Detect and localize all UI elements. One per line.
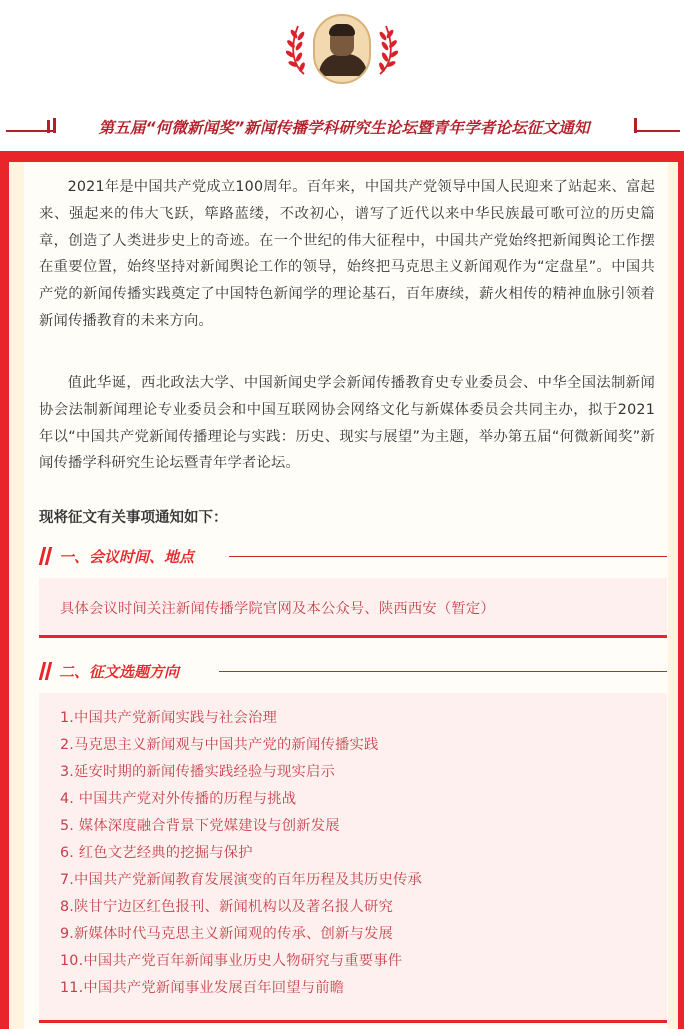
logo-text: HWJA xyxy=(327,67,357,76)
laurel-right-icon xyxy=(374,22,398,76)
title-rule-right xyxy=(636,130,680,132)
intro-paragraph: 2021年是中国共产党成立100周年。百年来，中国共产党领导中国人民迎来了站起来、富起来、强起来的伟大飞跃，筚路蓝缕，不改初心，谱写了近代以来中华民族最可歌可泣的历史篇章，创造了人类进步史上的奇迹。在一个世纪的伟大征程中，中国共产党始终把新闻舆论工作摆在重要位置，始终坚持对新闻舆论工作的领导，始终把马克思主义新闻观作为“定盘星”。中国共产党的新闻传播实践奠定了中国特色新闻学的理论基石，百年赓续，薪火相传的精神血脉引领着新闻传播教育的未来方向。 xyxy=(39,179,655,329)
topic-item: 8.陕甘宁边区红色报刊、新闻机构以及著名报人研究 xyxy=(60,899,393,915)
hwja-logo xyxy=(313,14,371,84)
section-title: 一、会议时间、地点 xyxy=(59,548,195,566)
heading-marker-icon xyxy=(39,547,53,565)
section-title: 二、征文选题方向 xyxy=(59,663,180,681)
page-title: 第五届“何微新闻奖”新闻传播学科研究生论坛暨青年学者论坛征文通知 xyxy=(98,119,590,137)
section-heading-time-place xyxy=(39,543,667,569)
header-area xyxy=(0,0,684,103)
heading-marker-icon xyxy=(39,662,53,680)
topic-item: 3.延安时期的新闻传播实践经验与现实启示 xyxy=(60,764,335,780)
topic-item: 4. 中国共产党对外传播的历程与挑战 xyxy=(60,791,297,807)
topic-item: 5. 媒体深度融合背景下党媒建设与创新发展 xyxy=(60,818,340,834)
topic-item: 2.马克思主义新闻观与中国共产党的新闻传播实践 xyxy=(60,737,379,753)
section-heading-topics xyxy=(39,658,667,684)
topic-item: 6. 红色文艺经典的挖掘与保护 xyxy=(60,845,253,861)
topic-item: 7.中国共产党新闻教育发展演变的百年历程及其历史传承 xyxy=(60,872,422,888)
meeting-info: 具体会议时间关注新闻传播学院官网及本公众号、陕西西安（暂定） xyxy=(60,601,495,617)
article-frame xyxy=(0,151,684,1029)
title-bar-left-2 xyxy=(53,118,56,133)
organizer-paragraph: 值此华诞，西北政法大学、中国新闻史学会新闻传播教育史专业委员会、中华全国法制新闻协会法制新闻理论专业委员会和中国互联网协会网络文化与新媒体委员会共同主办，拟于2021年以“中国共产党新闻传播理论与实践：历史、现实与展望”为主题，举办第五届“何微新闻奖”新闻传播学科研究生论坛暨青年学者论坛。 xyxy=(39,375,655,472)
topic-item: 1.中国共产党新闻实践与社会治理 xyxy=(60,710,277,726)
article-inner-border xyxy=(9,162,678,1029)
topic-item: 10.中国共产党百年新闻事业历史人物研究与重要事件 xyxy=(60,953,403,969)
topic-item: 11.中国共产党新闻事业发展百年回望与前瞻 xyxy=(60,980,345,996)
notice-lead: 现将征文有关事项通知如下： xyxy=(39,510,228,526)
section-rule xyxy=(219,671,667,672)
section-box-topics xyxy=(39,693,667,1023)
section-rule xyxy=(229,556,667,557)
title-bar-left xyxy=(47,120,50,133)
article-content xyxy=(24,162,668,1029)
topic-item: 9.新媒体时代马克思主义新闻观的传承、创新与发展 xyxy=(60,926,393,942)
laurel-left-icon xyxy=(286,22,310,76)
section-box-time-place xyxy=(39,578,667,638)
topic-list xyxy=(60,705,422,1002)
title-banner xyxy=(0,108,684,148)
